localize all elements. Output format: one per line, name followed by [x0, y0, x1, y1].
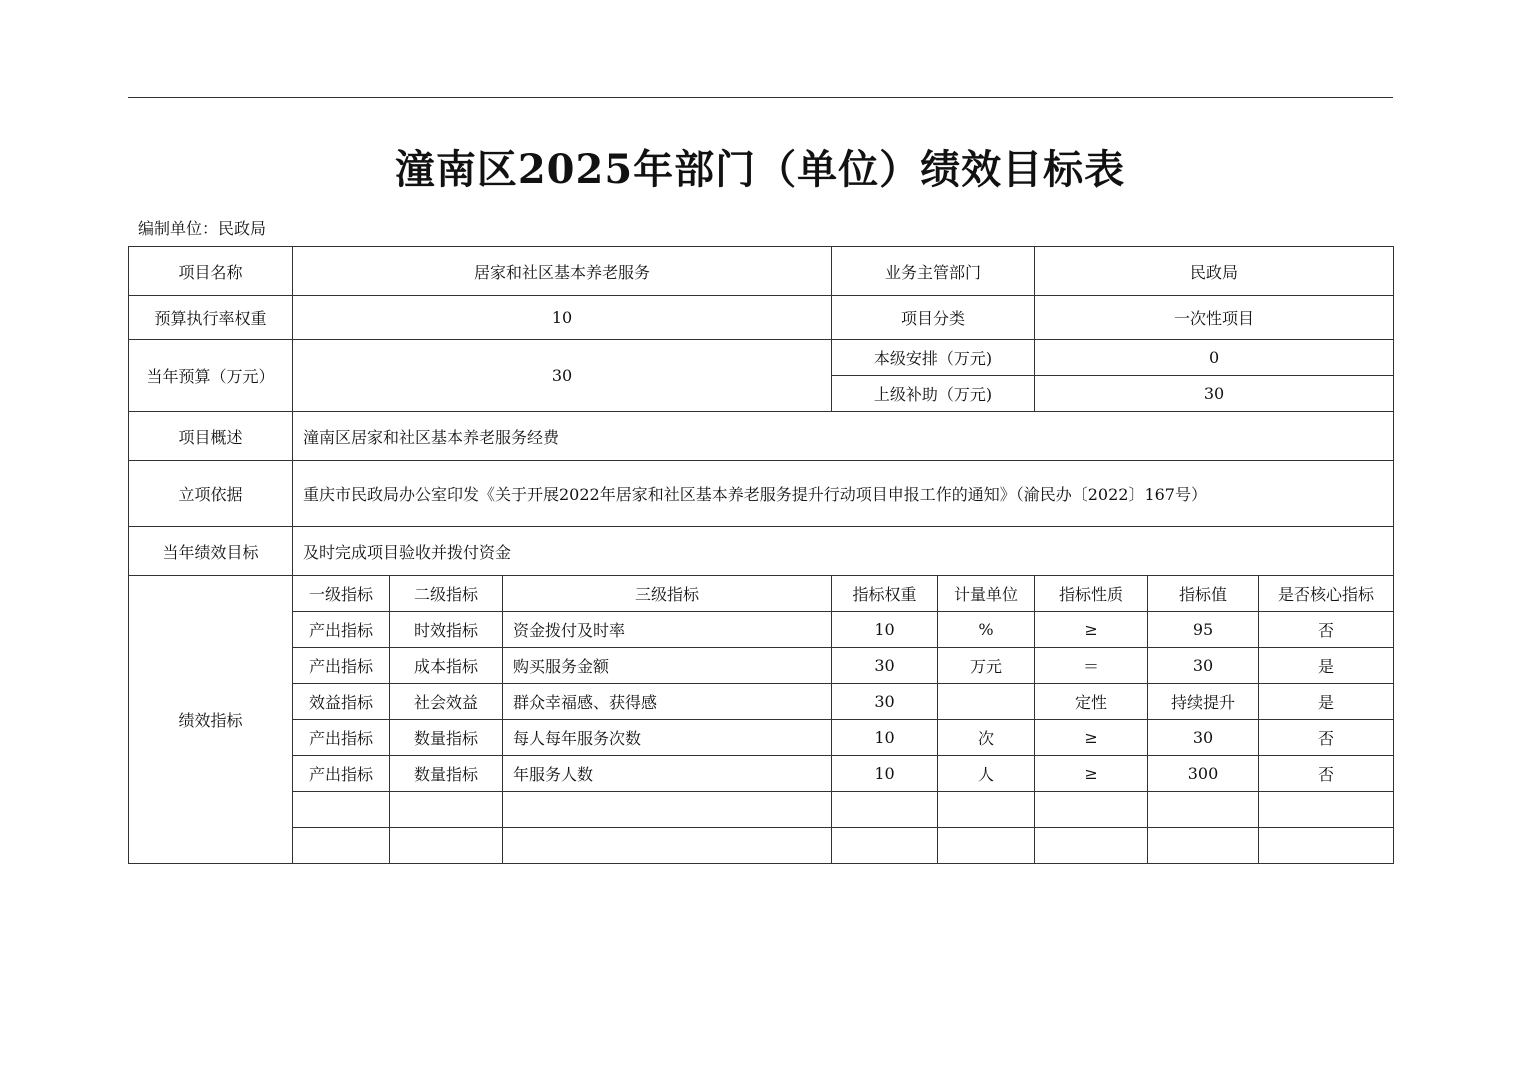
header-level1: 一级指标 — [293, 576, 390, 612]
category-label: 项目分类 — [832, 296, 1035, 340]
empty-cell — [1259, 792, 1394, 828]
level3-cell: 群众幸福感、获得感 — [503, 684, 832, 720]
upper-value: 30 — [1035, 376, 1394, 412]
row-basis — [129, 461, 1394, 527]
project-name-label: 项目名称 — [129, 247, 293, 296]
empty-cell — [832, 792, 938, 828]
empty-cell — [1035, 792, 1148, 828]
level1-cell: 产出指标 — [293, 612, 390, 648]
unit-cell: 万元 — [938, 648, 1035, 684]
table-row — [129, 684, 1394, 720]
local-label: 本级安排（万元) — [832, 340, 1035, 376]
nature-cell: ≥ — [1035, 756, 1148, 792]
level1-cell: 效益指标 — [293, 684, 390, 720]
value-cell: 30 — [1148, 648, 1259, 684]
indicators-label: 绩效指标 — [129, 576, 293, 864]
header-level2: 二级指标 — [390, 576, 503, 612]
unit-cell: 次 — [938, 720, 1035, 756]
nature-cell: ≥ — [1035, 612, 1148, 648]
table-row-empty — [129, 828, 1394, 864]
empty-cell — [390, 828, 503, 864]
nature-cell: 定性 — [1035, 684, 1148, 720]
empty-cell — [390, 792, 503, 828]
value-cell: 30 — [1148, 720, 1259, 756]
basis-value: 重庆市民政局办公室印发《关于开展2022年居家和社区基本养老服务提升行动项目申报工作的通知》（渝民办〔2022〕167号） — [293, 461, 1394, 527]
nature-cell: ＝ — [1035, 648, 1148, 684]
empty-cell — [938, 792, 1035, 828]
header-nature: 指标性质 — [1035, 576, 1148, 612]
nature-cell: ≥ — [1035, 720, 1148, 756]
upper-label: 上级补助（万元) — [832, 376, 1035, 412]
budget-weight-label: 预算执行率权重 — [129, 296, 293, 340]
header-weight: 指标权重 — [832, 576, 938, 612]
weight-cell: 10 — [832, 756, 938, 792]
budget-weight-value: 10 — [293, 296, 832, 340]
core-cell: 否 — [1259, 612, 1394, 648]
row-annual-budget — [129, 340, 1394, 376]
level2-cell: 数量指标 — [390, 756, 503, 792]
table-row — [129, 720, 1394, 756]
project-name-value: 居家和社区基本养老服务 — [293, 247, 832, 296]
level2-cell: 成本指标 — [390, 648, 503, 684]
performance-table — [128, 246, 1394, 864]
row-project-name — [129, 247, 1394, 296]
value-cell: 持续提升 — [1148, 684, 1259, 720]
level2-cell: 数量指标 — [390, 720, 503, 756]
row-budget-weight — [129, 296, 1394, 340]
level3-cell: 资金拨付及时率 — [503, 612, 832, 648]
empty-cell — [1148, 828, 1259, 864]
page-title: 潼南区2025年部门（单位）绩效目标表 — [394, 146, 1126, 193]
empty-cell — [1035, 828, 1148, 864]
top-rule — [128, 97, 1393, 98]
value-cell: 95 — [1148, 612, 1259, 648]
goal-label: 当年绩效目标 — [129, 527, 293, 576]
value-cell: 300 — [1148, 756, 1259, 792]
category-value: 一次性项目 — [1035, 296, 1394, 340]
empty-cell — [832, 828, 938, 864]
empty-cell — [938, 828, 1035, 864]
header-level3: 三级指标 — [503, 576, 832, 612]
row-goal — [129, 527, 1394, 576]
core-cell: 是 — [1259, 648, 1394, 684]
table-row — [129, 648, 1394, 684]
table-row — [129, 612, 1394, 648]
overview-label: 项目概述 — [129, 412, 293, 461]
empty-cell — [1259, 828, 1394, 864]
level3-cell: 年服务人数 — [503, 756, 832, 792]
compiler-unit: 编制单位：民政局 — [138, 219, 267, 238]
unit-cell — [938, 684, 1035, 720]
empty-cell — [503, 828, 832, 864]
dept-label: 业务主管部门 — [832, 247, 1035, 296]
level1-cell: 产出指标 — [293, 720, 390, 756]
goal-value: 及时完成项目验收并拨付资金 — [293, 527, 1394, 576]
empty-cell — [293, 828, 390, 864]
core-cell: 否 — [1259, 756, 1394, 792]
overview-value: 潼南区居家和社区基本养老服务经费 — [293, 412, 1394, 461]
row-overview — [129, 412, 1394, 461]
empty-cell — [503, 792, 832, 828]
level3-cell: 每人每年服务次数 — [503, 720, 832, 756]
annual-budget-label: 当年预算（万元） — [129, 340, 293, 412]
dept-value: 民政局 — [1035, 247, 1394, 296]
header-value: 指标值 — [1148, 576, 1259, 612]
header-unit: 计量单位 — [938, 576, 1035, 612]
level2-cell: 时效指标 — [390, 612, 503, 648]
weight-cell: 10 — [832, 720, 938, 756]
table-row-empty — [129, 792, 1394, 828]
empty-cell — [293, 792, 390, 828]
level1-cell: 产出指标 — [293, 648, 390, 684]
level2-cell: 社会效益 — [390, 684, 503, 720]
unit-cell: % — [938, 612, 1035, 648]
level3-cell: 购买服务金额 — [503, 648, 832, 684]
header-core: 是否核心指标 — [1259, 576, 1394, 612]
annual-budget-value: 30 — [293, 340, 832, 412]
level1-cell: 产出指标 — [293, 756, 390, 792]
indicator-header-row — [129, 576, 1394, 612]
weight-cell: 30 — [832, 684, 938, 720]
table-row — [129, 756, 1394, 792]
empty-cell — [1148, 792, 1259, 828]
unit-cell: 人 — [938, 756, 1035, 792]
core-cell: 否 — [1259, 720, 1394, 756]
basis-label: 立项依据 — [129, 461, 293, 527]
local-value: 0 — [1035, 340, 1394, 376]
core-cell: 是 — [1259, 684, 1394, 720]
weight-cell: 10 — [832, 612, 938, 648]
weight-cell: 30 — [832, 648, 938, 684]
